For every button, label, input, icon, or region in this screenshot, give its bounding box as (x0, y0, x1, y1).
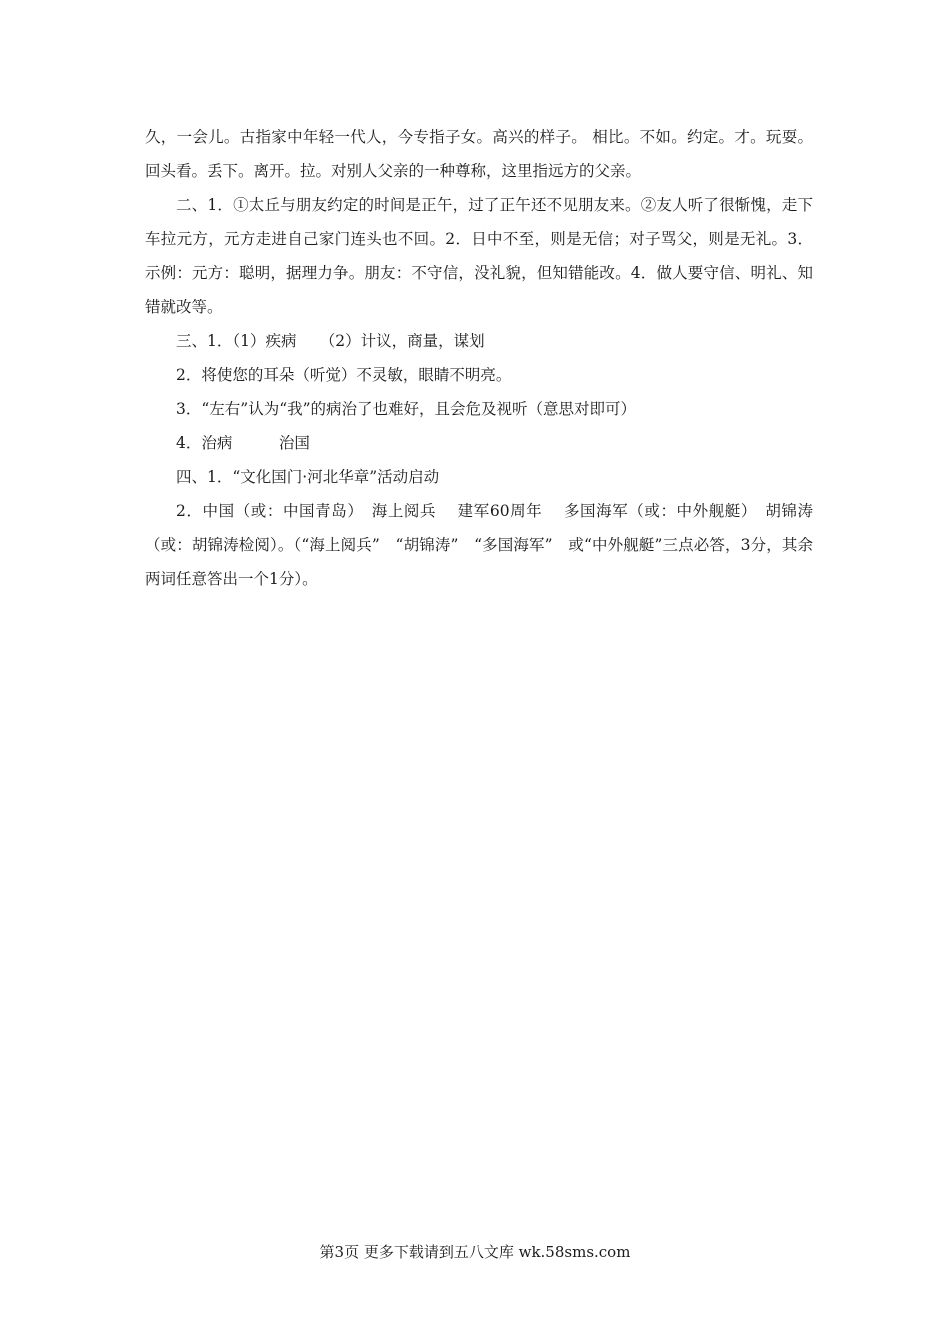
paragraph-section-four-q1: 四、1．“文化国门·河北华章”活动启动 (176, 468, 440, 486)
answer-body (145, 120, 813, 596)
paragraph-section-two: 二、1．①太丘与朋友约定的时间是正午，过了正午还不见朋友来。②友人听了很惭愧，走下车拉元方，元方走进自己家门连头也不回。2．日中不至，则是无信；对子骂父，则是无礼。3．示例：元方：聪明，据理力争。朋友：不守信，没礼貌，但知错能改。4．做人要守信、明礼、知错就改等。 (145, 196, 813, 316)
page-footer: 第3页 更多下载请到五八文库 wk.58sms.com (319, 1243, 631, 1261)
paragraph-section-three-q3: 3．“左右”认为“我”的病治了也难好，且会危及视听（意思对即可） (176, 400, 637, 418)
paragraph-section-three-q2: 2．将使您的耳朵（听觉）不灵敏，眼睛不明亮。 (176, 366, 512, 384)
paragraph-word-notes: 久，一会儿。古指家中年轻一代人，今专指子女。高兴的样子。 相比。不如。约定。才。玩耍。回头看。丢下。离开。拉。对别人父亲的一种尊称，这里指远方的父亲。 (145, 128, 813, 180)
paragraph-section-three-q4: 4．治病 治国 (176, 434, 310, 452)
paragraph-section-three-q1: 三、1．（1）疾病 （2）计议，商量，谋划 (176, 332, 485, 350)
paragraph-section-four-q2: 2．中国（或：中国青岛） 海上阅兵 建军60周年 多国海军（或：中外舰艇） 胡锦涛（或：胡锦涛检阅）。（“海上阅兵” “胡锦涛” “多国海军” 或“中外舰艇”三点必答，3分，其余两词任意答出一个1分）。 (145, 502, 813, 588)
